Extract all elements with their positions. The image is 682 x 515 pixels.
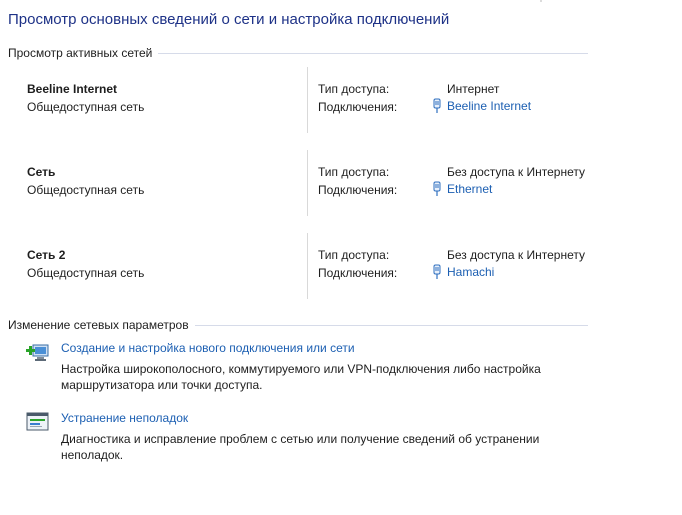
column-divider — [307, 233, 308, 299]
access-type-label: Тип доступа: — [318, 82, 390, 96]
task-description: Настройка широкополосного, коммутируемого или VPN-подключения либо настройка маршрутизатора или точки доступа. — [61, 362, 541, 392]
access-type-value: Без доступа к Интернету — [447, 165, 586, 179]
change-settings-header — [8, 317, 588, 333]
access-type-label: Тип доступа: — [318, 248, 390, 262]
connection-name[interactable]: Beeline Internet — [447, 99, 532, 113]
page-title: Просмотр основных сведений о сети и настройка подключений — [8, 11, 450, 28]
active-networks-header-label: Просмотр активных сетей — [8, 46, 153, 60]
connections-label: Подключения: — [318, 266, 398, 280]
section-divider — [158, 53, 588, 54]
network-name: Сеть 2 — [27, 248, 66, 262]
network-plug-icon — [431, 181, 443, 197]
network-name: Beeline Internet — [27, 82, 118, 96]
new-connection-link[interactable]: Создание и настройка нового подключения или сети — [61, 341, 355, 355]
network-entry-beeline — [27, 82, 587, 148]
active-networks-header — [8, 45, 588, 61]
connection-name[interactable]: Ethernet — [447, 182, 493, 196]
section-divider — [195, 325, 588, 326]
troubleshoot-link[interactable]: Устранение неполадок — [61, 411, 189, 425]
network-entry-set — [27, 165, 587, 231]
network-category-link[interactable]: Общедоступная сеть — [27, 266, 145, 280]
connection-link[interactable] — [431, 181, 492, 197]
connections-label: Подключения: — [318, 183, 398, 197]
network-name: Сеть — [27, 165, 56, 179]
access-type-value: Интернет — [447, 82, 500, 96]
column-divider — [307, 67, 308, 133]
task-troubleshoot — [26, 411, 586, 467]
connection-link[interactable] — [431, 264, 494, 280]
troubleshoot-icon — [26, 411, 50, 433]
connection-name[interactable]: Hamachi — [447, 265, 495, 279]
network-category-link[interactable]: Общедоступная сеть — [27, 183, 145, 197]
access-type-label: Тип доступа: — [318, 165, 390, 179]
task-description: Диагностика и исправление проблем с сетью или получение сведений об устранении неполадок. — [61, 432, 540, 462]
window-top-edge — [0, 0, 682, 2]
network-entry-set-2 — [27, 248, 587, 314]
network-plug-icon — [431, 98, 443, 114]
change-settings-header-label: Изменение сетевых параметров — [8, 318, 189, 332]
network-category-link[interactable]: Общедоступная сеть — [27, 100, 145, 114]
connections-label: Подключения: — [318, 100, 398, 114]
column-divider — [307, 150, 308, 216]
task-new-connection — [26, 341, 586, 397]
access-type-value: Без доступа к Интернету — [447, 248, 586, 262]
network-plug-icon — [431, 264, 443, 280]
connection-link[interactable] — [431, 98, 531, 114]
network-add-icon — [26, 341, 50, 363]
